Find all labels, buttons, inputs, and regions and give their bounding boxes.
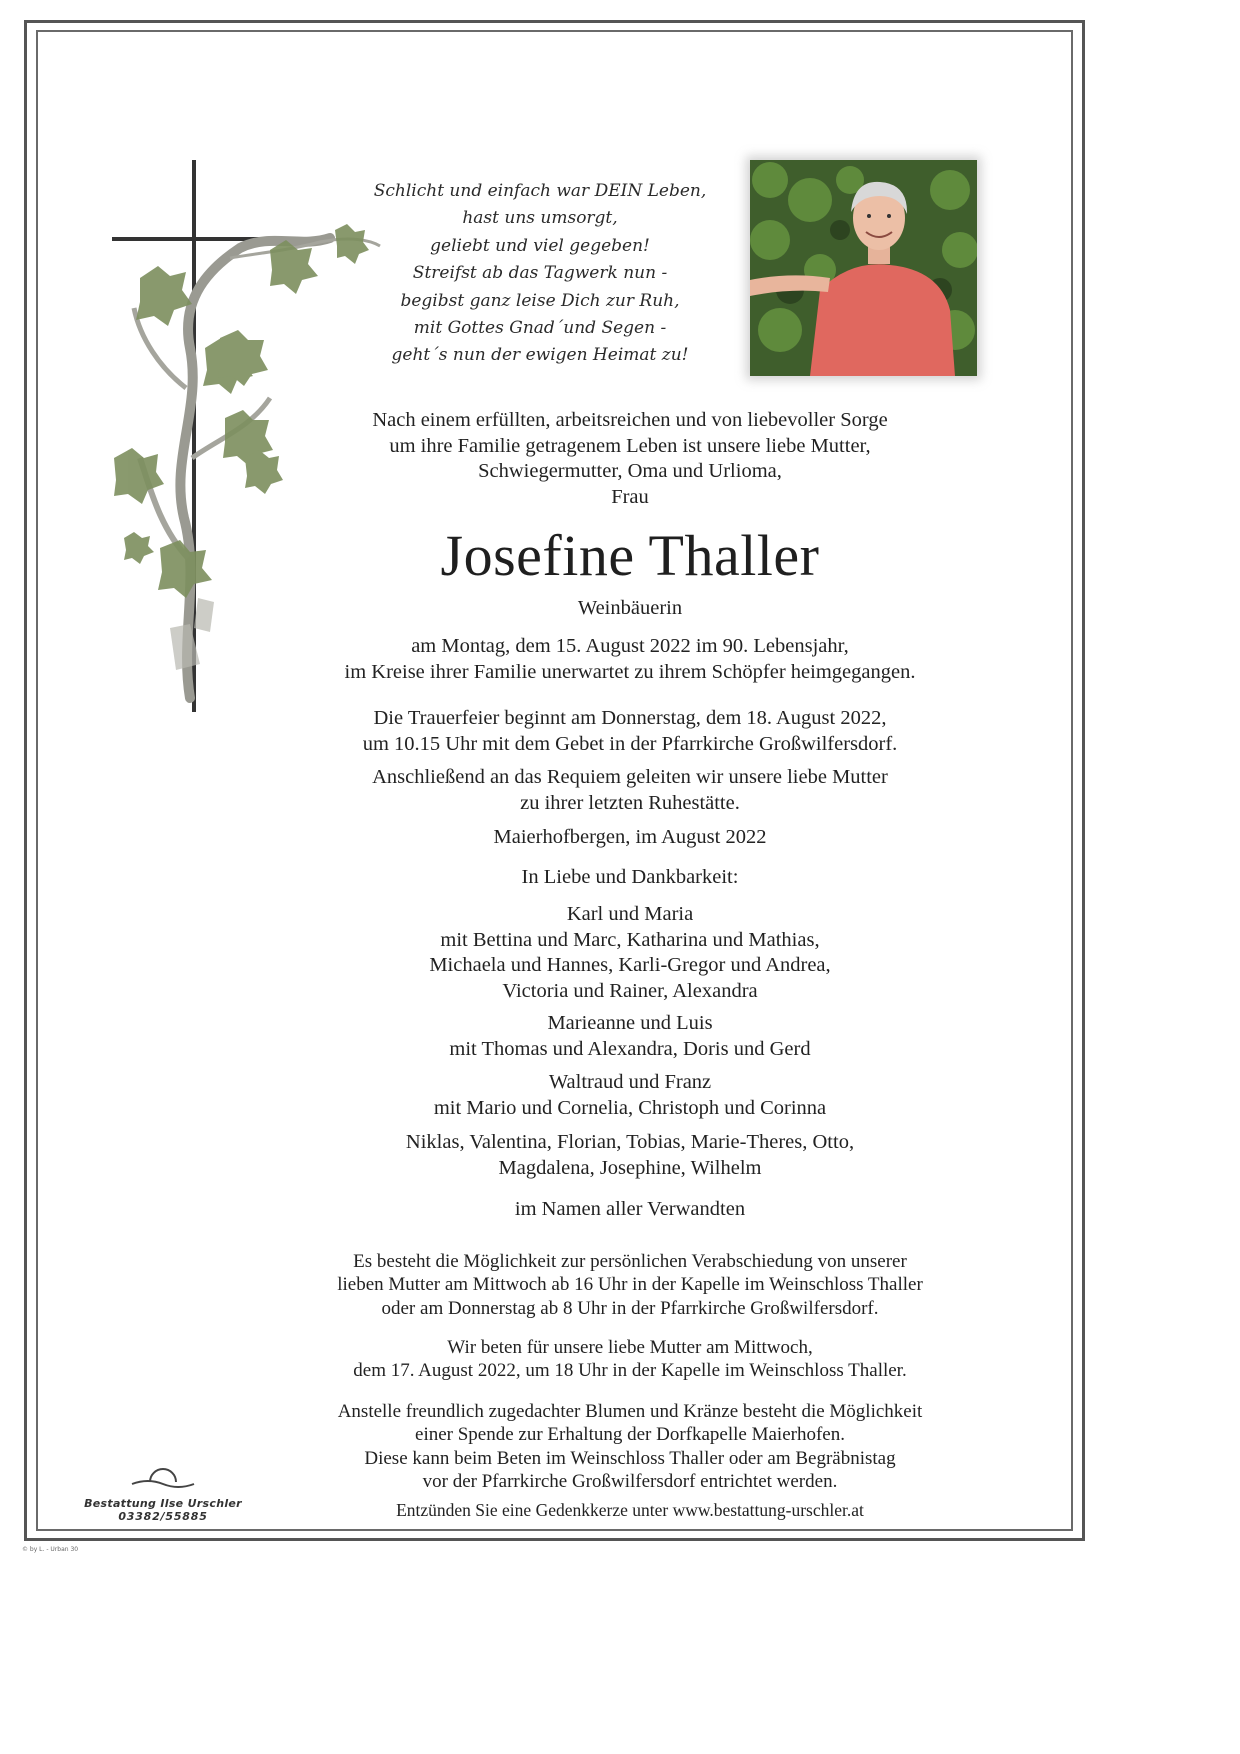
undertaker-phone: 03382/55885	[118, 1510, 208, 1523]
relatives: im Namen aller Verwandten	[514, 1198, 746, 1220]
death-notice-line: im Kreise ihrer Familie unerwartet zu ihrem Schöpfer heimgegangen.	[344, 660, 916, 683]
prayer	[200, 1336, 1060, 1383]
family-line: Victoria und Rainer, Alexandra	[502, 979, 758, 1002]
family-group	[200, 1070, 1060, 1121]
poem-line: geht´s nun der ewigen Heimat zu!	[391, 345, 689, 366]
intro-line: Frau	[611, 485, 649, 508]
prayer-line: Wir beten für unsere liebe Mutter am Mittwoch,	[447, 1337, 813, 1358]
place-date: Maierhofbergen, im August 2022	[493, 826, 767, 848]
requiem-line: zu ihrer letzten Ruhestätte.	[520, 791, 740, 814]
poem-line: Streifst ab das Tagwerk nun -	[412, 263, 668, 284]
ceremony-line: Die Trauerfeier beginnt am Donnerstag, dem 18. August 2022,	[373, 707, 887, 729]
donation-line: Diese kann beim Beten im Weinschloss Thaller oder am Begräbnistag	[364, 1447, 896, 1469]
family-line: Magdalena, Josephine, Wilhelm	[498, 1156, 762, 1179]
deceased-name: Josefine Thaller	[440, 523, 820, 588]
gratitude: In Liebe und Dankbarkeit:	[521, 866, 739, 888]
poem	[330, 178, 750, 370]
farewell-line: Es besteht die Möglichkeit zur persönlichen Verabschiedung von unserer	[353, 1251, 907, 1272]
family-line: Waltraud und Franz	[548, 1071, 712, 1093]
copyright: © by L. - Urban 30	[22, 1546, 79, 1553]
family-group	[200, 902, 1060, 1004]
intro-line: Nach einem erfüllten, arbeitsreichen und von liebevoller Sorge	[372, 409, 888, 431]
family-line: Michaela und Hannes, Karli-Gregor und Andrea,	[429, 954, 831, 977]
farewell-line: lieben Mutter am Mittwoch ab 16 Uhr in der Kapelle im Weinschloss Thaller	[337, 1274, 923, 1296]
death-notice-line: am Montag, dem 15. August 2022 im 90. Lebensjahr,	[411, 635, 849, 657]
sunrise-logo-icon	[128, 1460, 198, 1490]
donation-line: vor der Pfarrkirche Großwilfersdorf entrichtet werden.	[422, 1471, 838, 1493]
family-line: mit Bettina und Marc, Katharina und Mathias,	[440, 928, 820, 951]
ceremony	[200, 706, 1060, 757]
family-line: mit Mario und Cornelia, Christoph und Corinna	[433, 1096, 827, 1119]
poem-line: Schlicht und einfach war DEIN Leben,	[373, 181, 707, 201]
farewell	[200, 1250, 1060, 1320]
prayer-line: dem 17. August 2022, um 18 Uhr in der Kapelle im Weinschloss Thaller.	[353, 1360, 907, 1382]
poem-line: hast uns umsorgt,	[462, 208, 618, 229]
undertaker-name: Bestattung Ilse Urschler	[84, 1497, 242, 1510]
intro-line: Schwiegermutter, Oma und Urlioma,	[478, 460, 782, 483]
ceremony-line: um 10.15 Uhr mit dem Gebet in der Pfarrkirche Großwilfersdorf.	[362, 732, 898, 755]
poem-line: mit Gottes Gnad´und Segen -	[413, 318, 667, 339]
family-group	[200, 1011, 1060, 1062]
death-notice	[200, 634, 1060, 685]
family-group	[200, 1130, 1060, 1181]
requiem-line: Anschließend an das Requiem geleiten wir unsere liebe Mutter	[372, 766, 888, 788]
family-line: mit Thomas und Alexandra, Doris und Gerd	[449, 1037, 811, 1060]
family-line: Niklas, Valentina, Florian, Tobias, Marie-Theres, Otto,	[405, 1131, 855, 1153]
requiem	[200, 765, 1060, 816]
intro-line: um ihre Familie getragenem Leben ist unsere liebe Mutter,	[389, 434, 871, 457]
family-line: Marieanne und Luis	[547, 1012, 713, 1034]
undertaker-logo	[78, 1460, 248, 1526]
poem-line: geliebt und viel gegeben!	[430, 235, 650, 256]
farewell-line: oder am Donnerstag ab 8 Uhr in der Pfarrkirche Großwilfersdorf.	[381, 1297, 879, 1319]
donation-line: Anstelle freundlich zugedachter Blumen und Kränze besteht die Möglichkeit	[337, 1401, 923, 1422]
poem-line: begibst ganz leise Dich zur Ruh,	[400, 290, 680, 311]
candle-link-text[interactable]: Entzünden Sie eine Gedenkkerze unter www.bestattung-urschler.at	[396, 1500, 864, 1520]
intro	[200, 408, 1060, 510]
portrait-photo	[750, 160, 977, 376]
donation	[200, 1400, 1060, 1494]
deceased-occupation: Weinbäuerin	[577, 597, 683, 619]
donation-line: einer Spende zur Erhaltung der Dorfkapelle Maierhofen.	[415, 1424, 845, 1446]
family-line: Karl und Maria	[566, 903, 694, 925]
